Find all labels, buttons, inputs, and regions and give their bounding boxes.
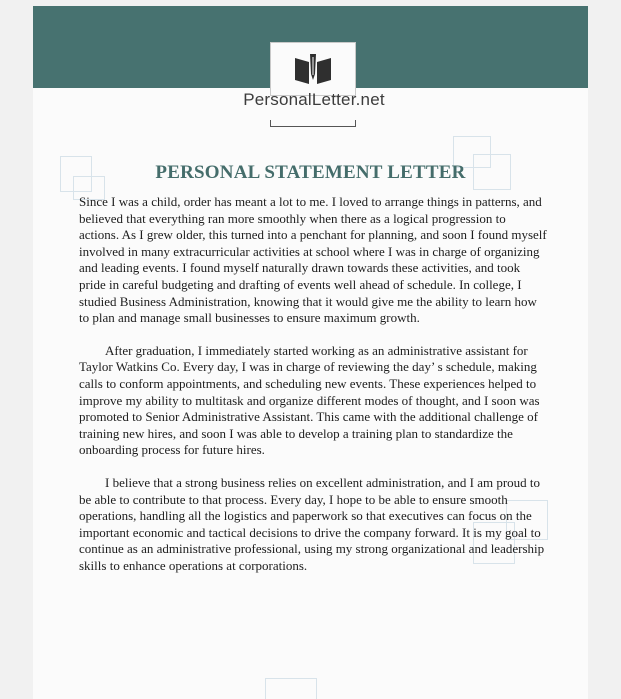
brand-underline [270,120,356,127]
decorative-square [265,678,317,699]
brand-name: PersonalLetter.net [243,90,385,109]
paragraph: I believe that a strong business relies on excellent administration, and I am proud to be able to contribute to that process. Every day, I hope to be able to ensure smooth operations, handling all the logistics and paperwork so that executives can focus on the important economic and tactical decisions to drive the company forward. It is my goal to continue as an administrative professional, using my strong organizational and leadership skills to enhance operations at corporations. [79,474,545,573]
logo [270,42,356,96]
paragraph: Since I was a child, order has meant a lot to me. I loved to arrange things in patterns, and believed that everything ran more smoothly when there as a logical progression to actions. As I grew older, this turned into a penchant for planning, and soon I found myself involved in many extracurricular activities at school where I was in charge of organizing and leading events. I found myself naturally drawn towards these activities, and took pride in careful budgeting and drafting of events well ahead of schedule. In college, I studied Business Administration, knowing that it would give me the ability to learn how to plan and manage small businesses to ensure maximum growth. [79,194,547,326]
paragraph: After graduation, I immediately started working as an administrative assistant for Taylor Watkins Co. Every day, I was in charge of reviewing the day’ s schedule, making calls to conform appointments, and scheduling new events. These experiences helped to improve my ability to multitask and organize different modes of thought, and I soon was promoted to Senior Administrative Assistant. This came with the additional challenge of training new hires, and soon I was able to develop a training plan to standardize the onboarding process for future hires. [79,342,540,458]
letter-body [79,194,549,590]
pen-book-logo-icon [293,49,333,87]
letter-page [33,6,588,699]
document-title: PERSONAL STATEMENT LETTER [155,162,466,183]
